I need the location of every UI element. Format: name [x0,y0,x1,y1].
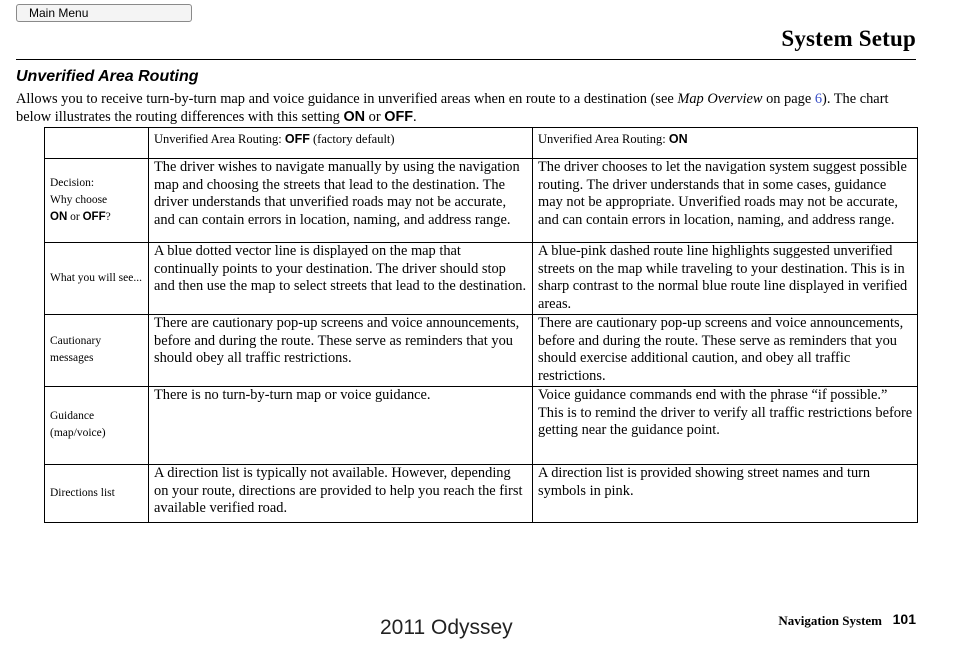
cell-on: Voice guidance commands end with the phrase “if possible.” This is to remind the driver to verify all traffic restrictions before getting near the guidance point. [533,387,918,465]
table-row [45,465,918,523]
cell-off: There is no turn-by-turn map or voice guidance. [149,387,533,465]
table-row [45,159,918,243]
col-off-prefix: Unverified Area Routing: [154,132,285,146]
intro-on: ON [343,109,366,125]
page-title: System Setup [781,26,916,51]
table-header-row [45,128,918,159]
cell-on: A blue-pink dashed route line highlights suggested unverified streets on the map while traveling to your destination. This is in sharp contrast to the normal blue route line displayed in verified areas. [533,243,918,315]
intro-or: or [365,109,385,125]
corner-cell [45,128,149,159]
table-row [45,243,918,315]
cell-off: A direction list is typically not available. However, depending on your route, directions are provided to help you reach the first available verified road. [149,465,533,523]
header-divider [16,59,916,60]
intro-text-1: Allows you to receive turn-by-turn map and voice guidance in unverified areas when en route to a destination (see [16,91,678,107]
col-off-note: (factory default) [309,132,395,146]
col-on-prefix: Unverified Area Routing: [538,132,669,146]
row-label-or: or [67,210,83,223]
row-label-decision [45,159,149,243]
row-label-off: OFF [82,210,106,223]
table-row [45,387,918,465]
main-menu-button[interactable]: Main Menu [16,4,192,22]
row-label-directions: Directions list [45,465,149,523]
page-6-link[interactable]: 6 [814,91,823,107]
section-title: Unverified Area Routing [16,68,199,85]
row-label-guidance: Guidance (map/voice) [45,387,149,465]
cell-on: There are cautionary pop-up screens and voice announcements, before and during the route. These serve as reminders that you should exercise additional caution, and obey all traffic restrictions. [533,315,918,387]
intro-text-3: ). The chart below illustrates the routing differences with this setting [16,91,889,125]
row-label-what-you-see: What you will see... [45,243,149,315]
cell-on: A direction list is provided showing street names and turn symbols in pink. [533,465,918,523]
cell-on: The driver chooses to let the navigation system suggest possible routing. The driver understands that in some cases, guidance may not be appropriate. Unverified roads may not be accurate, and can contain errors in location, naming, and address range. [533,159,918,243]
watermark: 2011 Odyssey [380,616,513,639]
intro-end: . [413,109,417,125]
col-on-value: ON [668,132,688,146]
cell-off: The driver wishes to navigate manually by using the navigation map and choosing the streets that lead to the destination. The driver understands that unverified roads may not be accurate, and can contain errors in location, naming, and address range. [149,159,533,243]
intro-text-2: on page [762,91,815,107]
cell-off: A blue dotted vector line is displayed on the map that continually points to your destination. The driver should stop and then use the map to select streets that lead to the destination. [149,243,533,315]
row-label-cautionary: Cautionary messages [45,315,149,387]
row-label-line: Why choose [50,193,108,206]
row-label-q: ? [105,210,111,223]
column-header-on [533,128,918,159]
page-number: 101 [892,611,916,627]
intro-paragraph [16,90,916,126]
row-label-line: Decision: [50,176,95,189]
row-label-on: ON [50,210,68,223]
intro-reference: Map Overview [677,91,763,107]
footer-label: Navigation System [778,613,882,628]
intro-off: OFF [384,109,414,125]
column-header-off [149,128,533,159]
table-row [45,315,918,387]
cell-off: There are cautionary pop-up screens and voice announcements, before and during the route. These serve as reminders that you should obey all traffic restrictions. [149,315,533,387]
col-off-value: OFF [284,132,310,146]
routing-comparison-table [44,127,918,523]
